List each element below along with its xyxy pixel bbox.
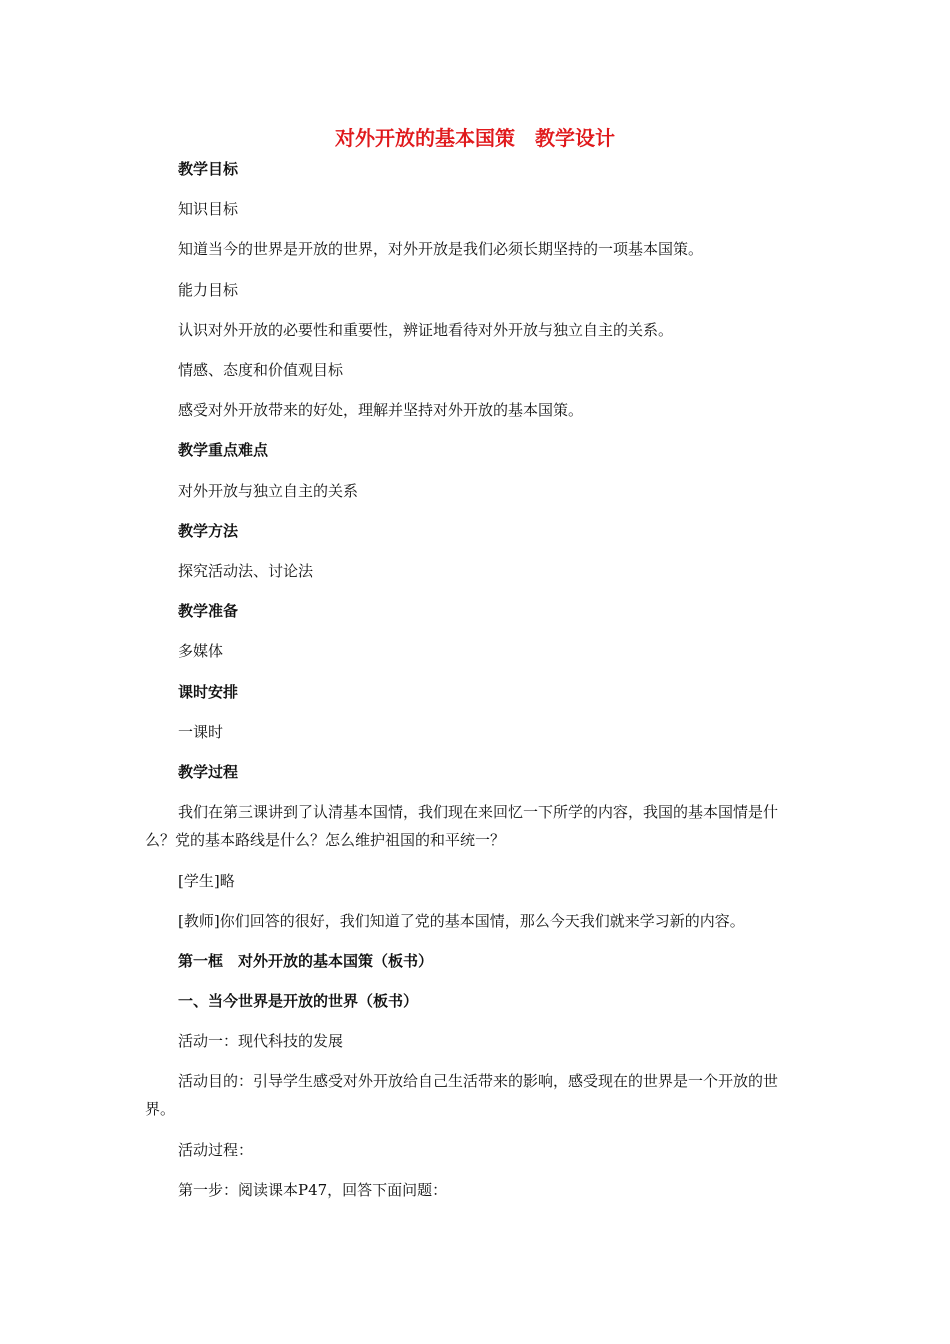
heading-preparation: 教学准备	[178, 602, 239, 620]
paragraph-step-1: 第一步：阅读课本P47，回答下面问题：	[178, 1181, 448, 1199]
heading-emotion-goals: 情感、态度和价值观目标	[178, 361, 344, 379]
paragraph-preparation: 多媒体	[178, 642, 224, 660]
paragraph-teacher: [教师]你们回答的很好，我们知道了党的基本国情，那么今天我们就来学习新的内容。	[178, 912, 745, 930]
paragraph-teaching-method: 探究活动法、讨论法	[178, 562, 314, 580]
heading-teaching-method: 教学方法	[178, 522, 239, 540]
paragraph-activity-goal: 活动目的：引导学生感受对外开放给自己生活带来的影响，感受现在的世界是一个开放的世界。	[145, 1072, 779, 1118]
paragraph-student: [学生]略	[178, 872, 235, 890]
heading-frame-1: 第一框 对外开放的基本国策（板书）	[178, 952, 434, 970]
heading-knowledge-goals: 知识目标	[178, 200, 239, 218]
paragraph-key-points: 对外开放与独立自主的关系	[178, 482, 359, 500]
paragraph-activity-process: 活动过程：	[178, 1141, 254, 1159]
paragraph-ability-goals: 认识对外开放的必要性和重要性，辨证地看待对外开放与独立自主的关系。	[178, 321, 674, 339]
heading-teaching-process: 教学过程	[178, 763, 239, 781]
document-title: 对外开放的基本国策 教学设计	[335, 126, 615, 150]
heading-key-points: 教学重点难点	[178, 441, 269, 459]
paragraph-emotion-goals: 感受对外开放带来的好处，理解并坚持对外开放的基本国策。	[178, 401, 584, 419]
paragraph-activity-1: 活动一：现代科技的发展	[178, 1032, 344, 1050]
paragraph-schedule: 一课时	[178, 723, 224, 741]
paragraph-intro: 我们在第三课讲到了认清基本国情，我们现在来回忆一下所学的内容，我国的基本国情是什么？党的基本路线是什么？怎么维护祖国的和平统一？	[145, 803, 779, 849]
paragraph-knowledge-goals: 知道当今的世界是开放的世界，对外开放是我们必须长期坚持的一项基本国策。	[178, 240, 704, 258]
heading-schedule: 课时安排	[178, 683, 239, 701]
heading-section-1: 一、当今世界是开放的世界（板书）	[178, 992, 419, 1010]
heading-teaching-goals: 教学目标	[178, 160, 239, 178]
heading-ability-goals: 能力目标	[178, 281, 239, 299]
